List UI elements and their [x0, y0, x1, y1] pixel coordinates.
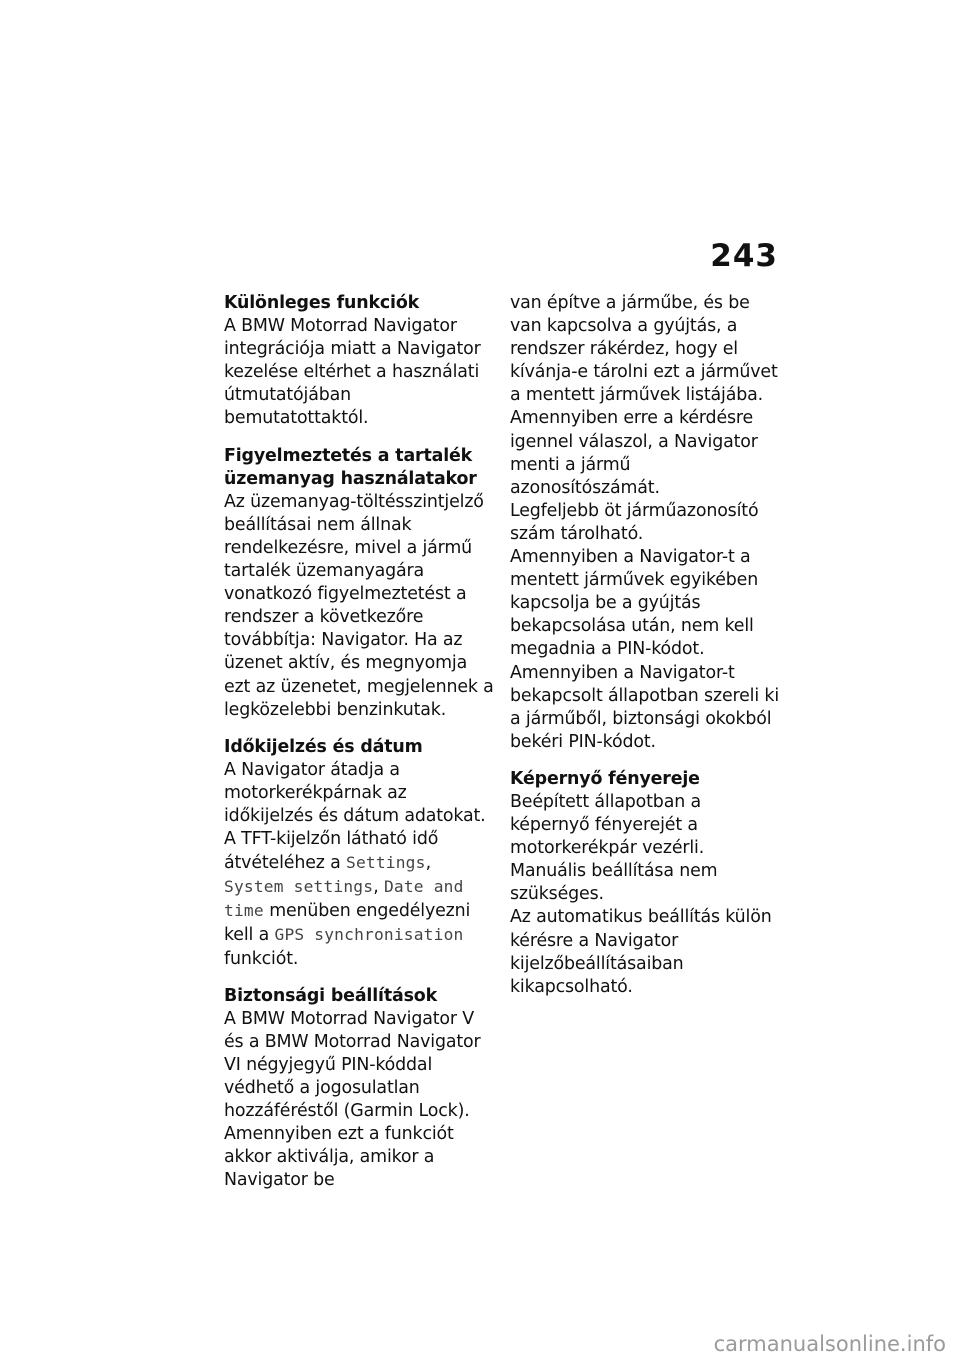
section-body: A BMW Motorrad Navigator integrációja miatt a Navigator kezelése eltérhet a használati útmutatójában bemutatottaktól.: [224, 316, 481, 429]
body-text: funkciót.: [224, 948, 299, 969]
paragraph: van építve a járműbe, és be van kapcsolva a gyújtás, a rendszer rákérdez, hogy el kívánja-e tárolni ezt a járművet a mentett járművek listájába. Amennyiben erre a kérdésre igennel válaszol, a Navigator menti a jármű azonosítószámát.: [510, 293, 778, 498]
menu-path-system-settings: System settings: [224, 877, 374, 897]
paragraph: Az automatikus beállítás külön kérésre a Navigator kijelzőbeállításaiban kikapcsolható.: [510, 907, 772, 997]
section-heading: Figyelmeztetés a tartalék üzemanyag használatakor: [224, 445, 477, 489]
section-fuel-reserve-warning: [224, 445, 496, 722]
menu-path-settings: Settings: [346, 853, 426, 873]
section-heading: Biztonsági beállítások: [224, 985, 438, 1006]
section-heading: Különleges funkciók: [224, 293, 420, 313]
menu-path-date-and-time: Date and time: [224, 877, 464, 921]
paragraph: Amennyiben a Navigator-t bekapcsolt állapotban szereli ki a járműből, biztonsági okokból bekéri PIN-kódot.: [510, 662, 780, 752]
watermark: carmanualsonline.info: [713, 1332, 946, 1356]
left-column: [224, 292, 496, 1206]
function-gps-synchronisation: GPS synchronisation: [274, 925, 464, 945]
page-number: 243: [710, 238, 778, 274]
body-text: menüben engedélyezni kell a: [224, 901, 471, 946]
paragraph: Amennyiben a Navigator-t a mentett járművek egyikében kapcsolja be a gyújtás bekapcsolása után, nem kell megadnia a PIN-kódot.: [510, 547, 759, 660]
section-body: Az üzemanyag-töltésszintjelző beállításai nem állnak rendelkezésre, mivel a jármű tartalék üzemanyagára vonatkozó figyelmeztetést a rendszer a következőre továbbítja: Navigator. Ha az üzenet aktív, és megnyomja ezt az üzenetet, megjelennek a legközelebbi benzinkutak.: [224, 491, 494, 720]
paragraph: Legfeljebb öt járműazonosító szám tárolható.: [510, 500, 759, 544]
separator: ,: [373, 877, 379, 898]
section-heading: Képernyő fényereje: [510, 768, 700, 789]
paragraph: Beépített állapotban a képernyő fényerejét a motorkerékpár vezérli. Manuális beállítása nem szükséges.: [510, 791, 718, 905]
section-screen-brightness: [510, 768, 785, 999]
separator: ,: [425, 853, 431, 874]
section-security-continued: [510, 292, 785, 754]
right-column: [510, 292, 785, 1013]
section-special-functions: [224, 292, 496, 431]
section-body: [224, 759, 496, 971]
section-security-settings: [224, 985, 496, 1193]
section-body: A BMW Motorrad Navigator V és a BMW Motorrad Navigator VI négyjegyű PIN-kóddal védhető a jogosulatlan hozzáféréstől (Garmin Lock). Amennyiben ezt a funkciót akkor aktiválja, amikor a Navigator be: [224, 1008, 481, 1191]
section-heading: Időkijelzés és dátum: [224, 736, 423, 757]
body-text: A Navigator átadja a motorkerékpárnak az időkijelzés és dátum adatokat. A TFT-kijelzőn látható idő átvételéhez a: [224, 759, 486, 874]
section-time-and-date: [224, 736, 496, 971]
